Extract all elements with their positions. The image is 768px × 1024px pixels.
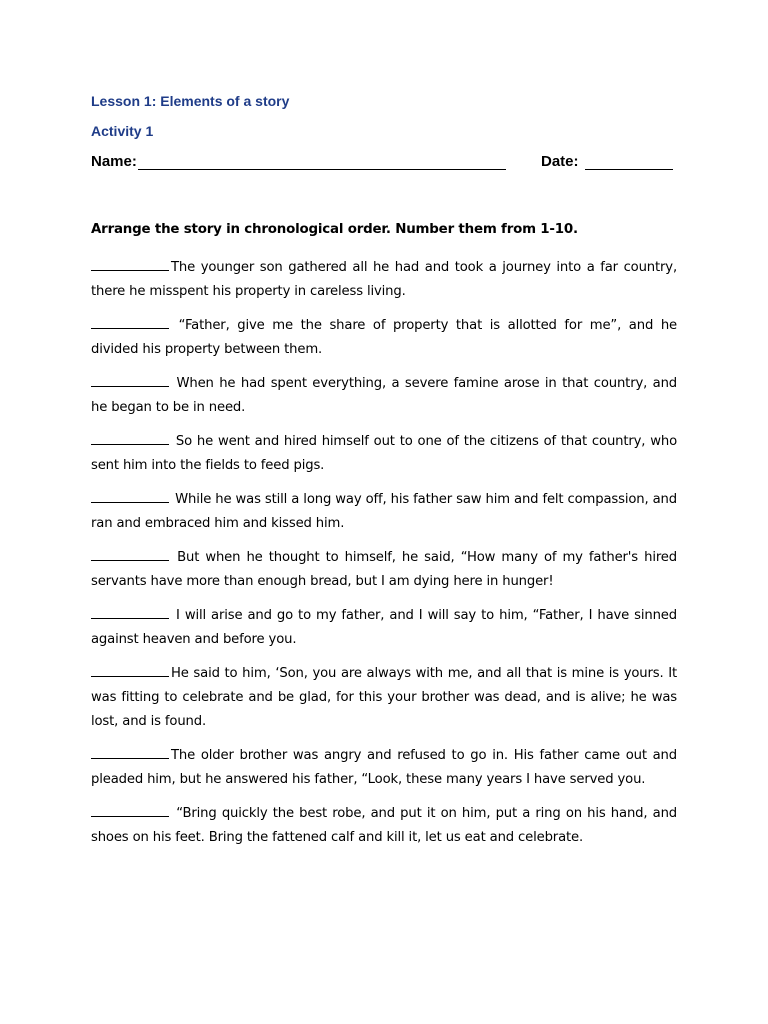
story-item-text: While he was still a long way off, his father saw him and felt compassion, and ran and embraced him and kissed him. xyxy=(91,492,677,531)
date-label: Date: xyxy=(541,153,579,170)
story-item xyxy=(91,256,677,304)
story-item-text: I will arise and go to my father, and I will say to him, “Father, I have sinned against heaven and before you. xyxy=(91,608,677,647)
story-item xyxy=(91,430,677,478)
story-item xyxy=(91,372,677,420)
story-item-text: The older brother was angry and refused to go in. His father came out and pleaded him, but he answered his father, “Look, these many years I have served you. xyxy=(91,748,677,787)
story-items xyxy=(91,256,677,860)
story-item-text: “Father, give me the share of property that is allotted for me”, and he divided his property between them. xyxy=(91,318,677,357)
number-blank[interactable] xyxy=(91,315,169,329)
story-item-text: He said to him, ‘Son, you are always with me, and all that is mine is yours. It was fitting to celebrate and be glad, for this your brother was dead, and is alive; he was lost, and is found. xyxy=(91,666,677,729)
number-blank[interactable] xyxy=(91,431,169,445)
number-blank[interactable] xyxy=(91,803,169,817)
story-item-text: When he had spent everything, a severe famine arose in that country, and he began to be in need. xyxy=(91,376,677,415)
story-item xyxy=(91,546,677,594)
story-item xyxy=(91,662,677,734)
date-field[interactable] xyxy=(585,169,673,170)
story-item xyxy=(91,604,677,652)
story-item xyxy=(91,802,677,850)
name-field[interactable] xyxy=(138,169,506,170)
story-item-text: “Bring quickly the best robe, and put it on him, put a ring on his hand, and shoes on his feet. Bring the fattened calf and kill it, let us eat and celebrate. xyxy=(91,806,677,845)
number-blank[interactable] xyxy=(91,257,169,271)
instruction: Arrange the story in chronological order. Number them from 1-10. xyxy=(91,222,578,237)
story-item-text: So he went and hired himself out to one of the citizens of that country, who sent him into the fields to feed pigs. xyxy=(91,434,677,473)
name-label: Name: xyxy=(91,153,137,170)
story-item xyxy=(91,488,677,536)
story-item-text: But when he thought to himself, he said, “How many of my father's hired servants have more than enough bread, but I am dying here in hunger! xyxy=(91,550,677,589)
lesson-title: Lesson 1: Elements of a story xyxy=(91,93,290,109)
story-item-text: The younger son gathered all he had and took a journey into a far country, there he misspent his property in careless living. xyxy=(91,260,677,299)
number-blank[interactable] xyxy=(91,547,169,561)
number-blank[interactable] xyxy=(91,605,169,619)
story-item xyxy=(91,744,677,792)
number-blank[interactable] xyxy=(91,373,169,387)
number-blank[interactable] xyxy=(91,663,169,677)
number-blank[interactable] xyxy=(91,745,169,759)
number-blank[interactable] xyxy=(91,489,169,503)
activity-heading: Activity 1 xyxy=(91,123,154,139)
name-date-row xyxy=(91,153,681,177)
story-item xyxy=(91,314,677,362)
